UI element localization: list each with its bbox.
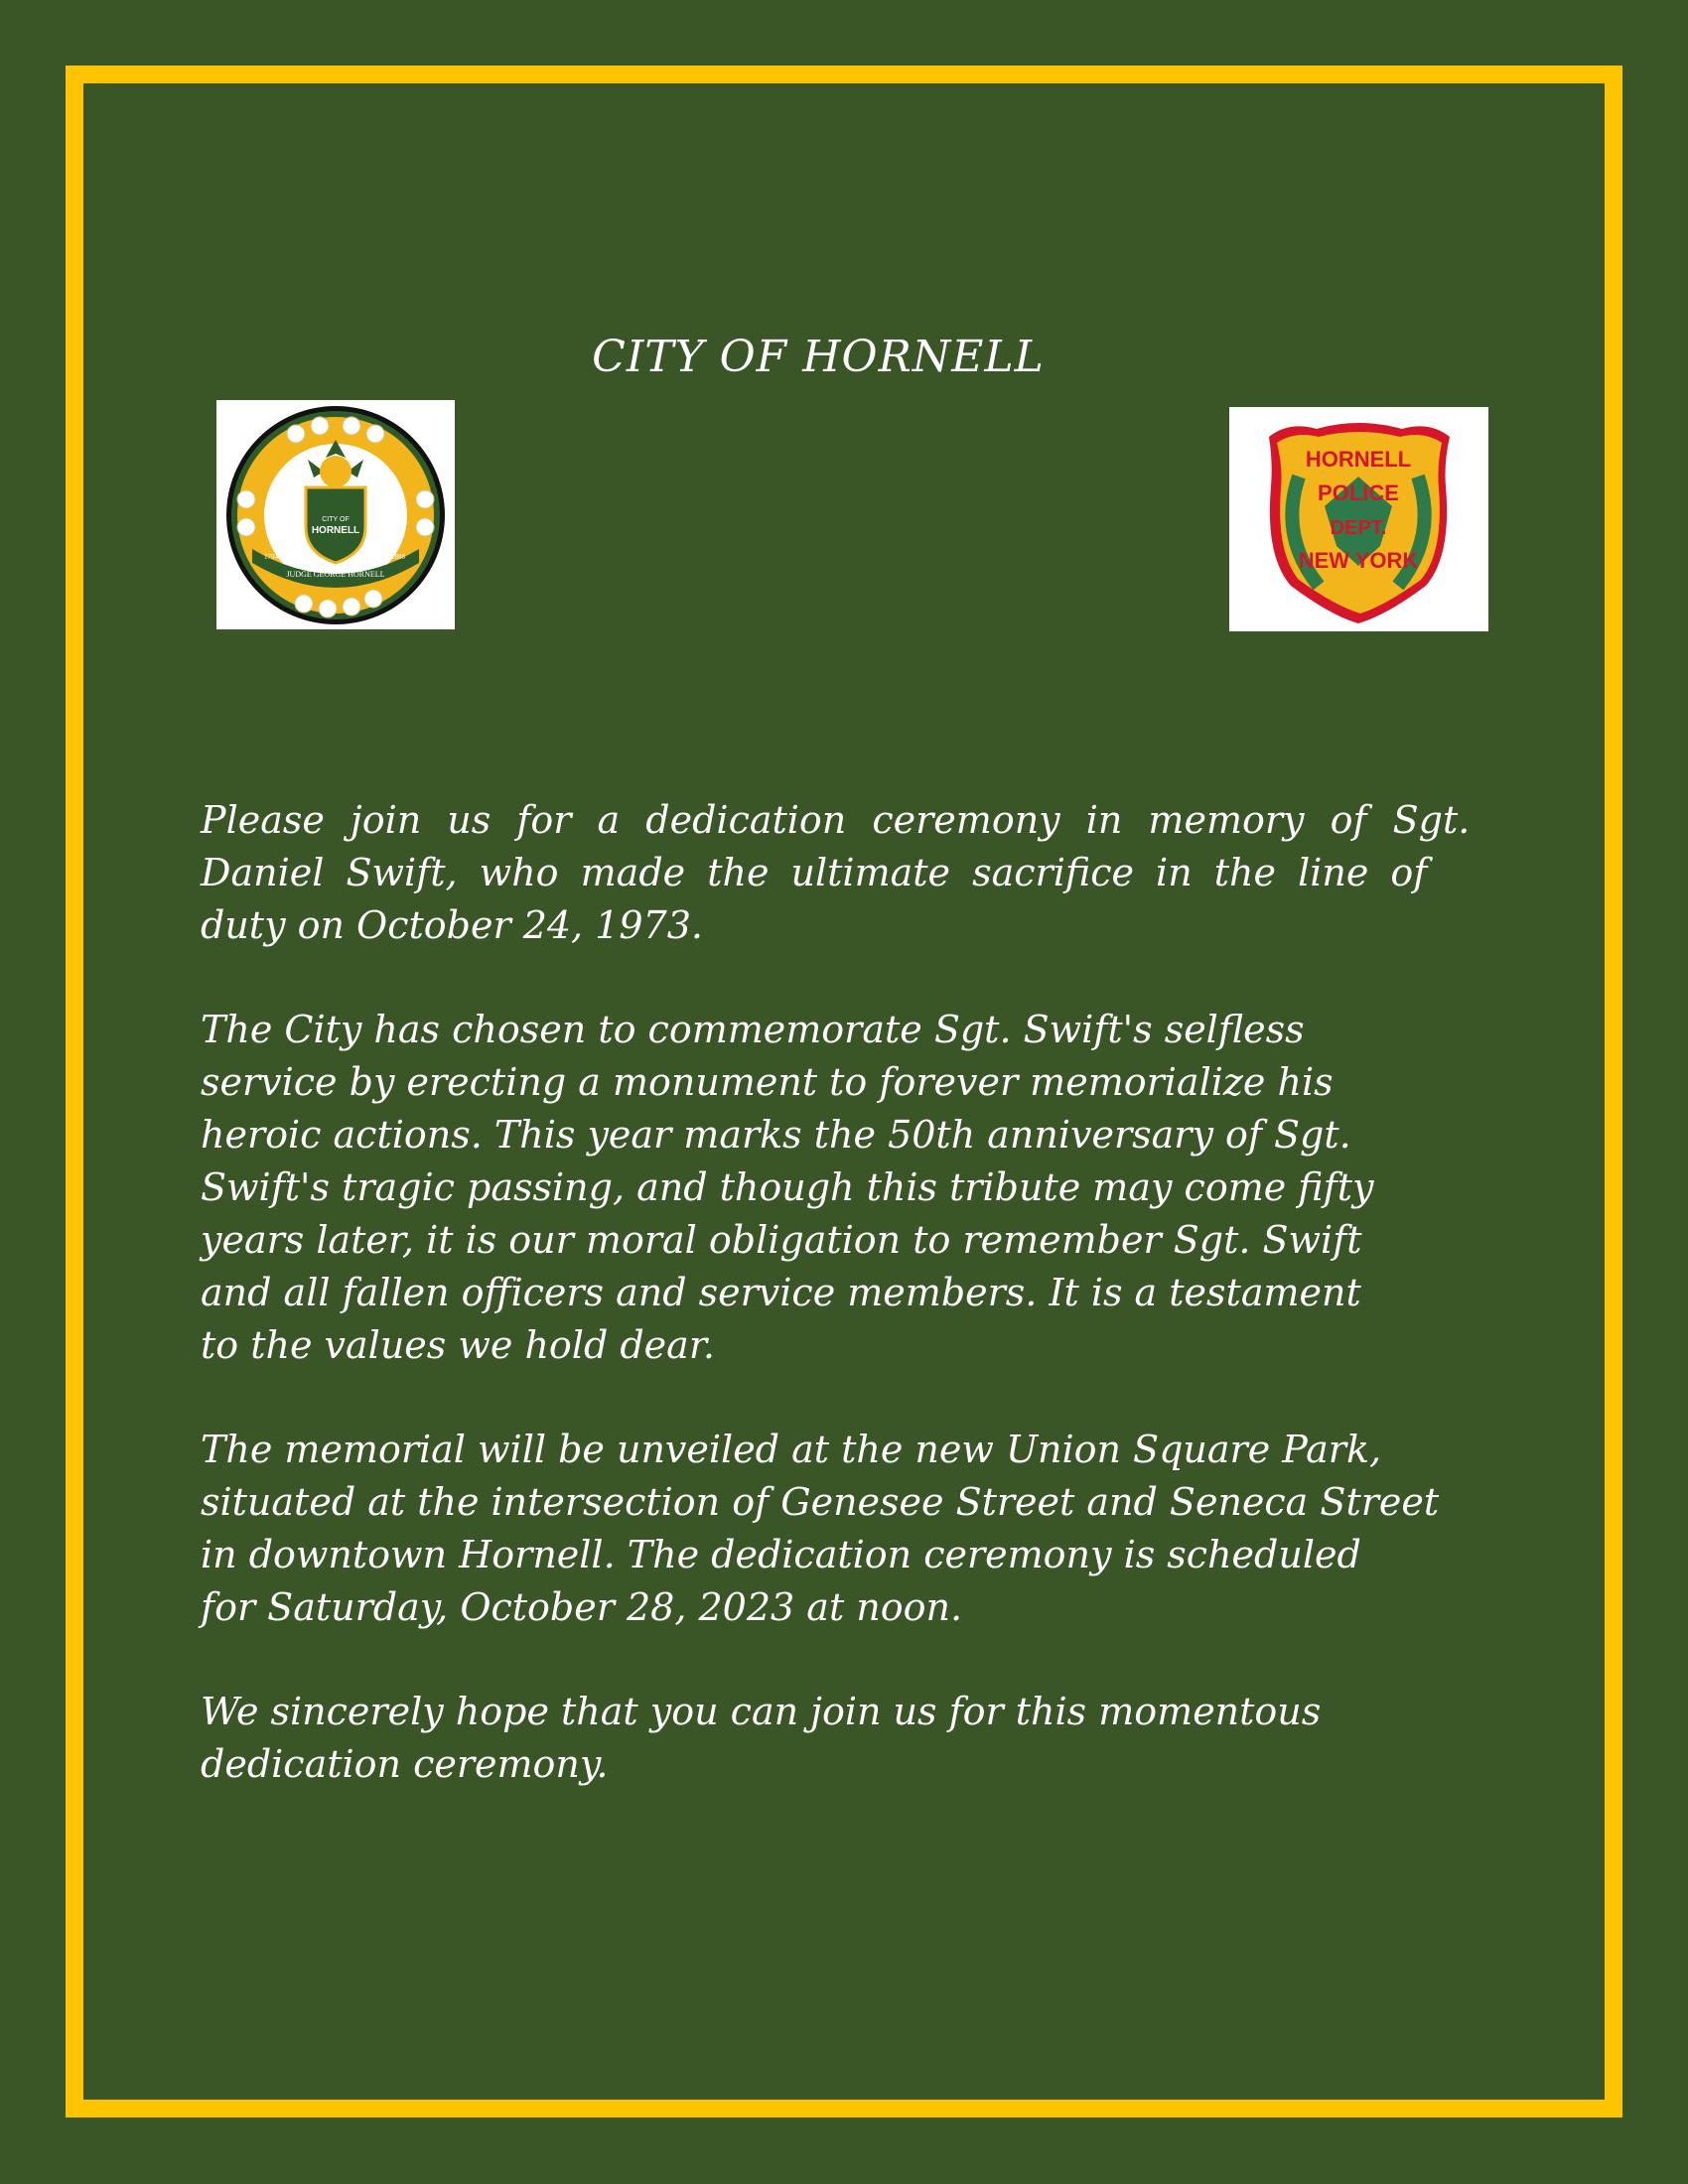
city-seal-icon: [216, 400, 455, 629]
text-line: We sincerely hope that you can join us for this momentous: [201, 1690, 1322, 1733]
svg-text:1794: 1794: [264, 553, 278, 561]
text-line: duty on October 24, 1973.: [201, 903, 703, 947]
text-line: for Saturday, October 28, 2023 at noon.: [201, 1585, 963, 1629]
paragraph-commemoration: [201, 1004, 1495, 1372]
text-line: Please join us for a dedication ceremony in memory of Sgt.: [201, 798, 1471, 842]
text-line: in downtown Hornell. The dedication ceremony is scheduled: [201, 1533, 1361, 1576]
svg-text:CITY OF: CITY OF: [322, 516, 350, 523]
text-line: Daniel Swift, who made the ultimate sacrifice in the line of: [201, 851, 1428, 894]
svg-text:HORNELL: HORNELL: [1305, 447, 1412, 472]
svg-text:HORNELL: HORNELL: [311, 525, 360, 536]
city-seal-logo: [216, 400, 455, 629]
svg-text:DEPT.: DEPT.: [1330, 517, 1387, 539]
police-badge-icon: [1229, 407, 1488, 631]
paragraph-closing: [201, 1686, 1495, 1791]
svg-text:POLICE: POLICE: [1318, 480, 1399, 505]
paragraph-location: [201, 1424, 1495, 1634]
police-patch-logo: [1229, 407, 1488, 631]
svg-text:JUDGE GEORGE HORNELL: JUDGE GEORGE HORNELL: [286, 570, 385, 579]
invitation-body: [201, 794, 1495, 1843]
text-line: years later, it is our moral obligation to remember Sgt. Swift: [201, 1218, 1362, 1262]
svg-text:1888: 1888: [391, 553, 405, 561]
text-line: The City has chosen to commemorate Sgt. Swift's selfless: [201, 1008, 1305, 1051]
text-line: to the values we hold dear.: [201, 1323, 715, 1367]
text-line: The memorial will be unveiled at the new Union Square Park,: [201, 1428, 1382, 1471]
text-line: dedication ceremony.: [201, 1742, 609, 1786]
text-line: and all fallen officers and service members. It is a testament: [201, 1271, 1361, 1314]
paragraph-intro: [201, 794, 1495, 952]
svg-text:NEW YORK: NEW YORK: [1298, 548, 1419, 573]
text-line: situated at the intersection of Genesee Street and Seneca Street: [201, 1480, 1440, 1524]
page-title: CITY OF HORNELL: [592, 332, 1045, 382]
text-line: Swift's tragic passing, and though this tribute may come fifty: [201, 1165, 1374, 1209]
text-line: heroic actions. This year marks the 50th anniversary of Sgt.: [201, 1113, 1351, 1157]
text-line: service by erecting a monument to forever memorialize his: [201, 1060, 1334, 1104]
